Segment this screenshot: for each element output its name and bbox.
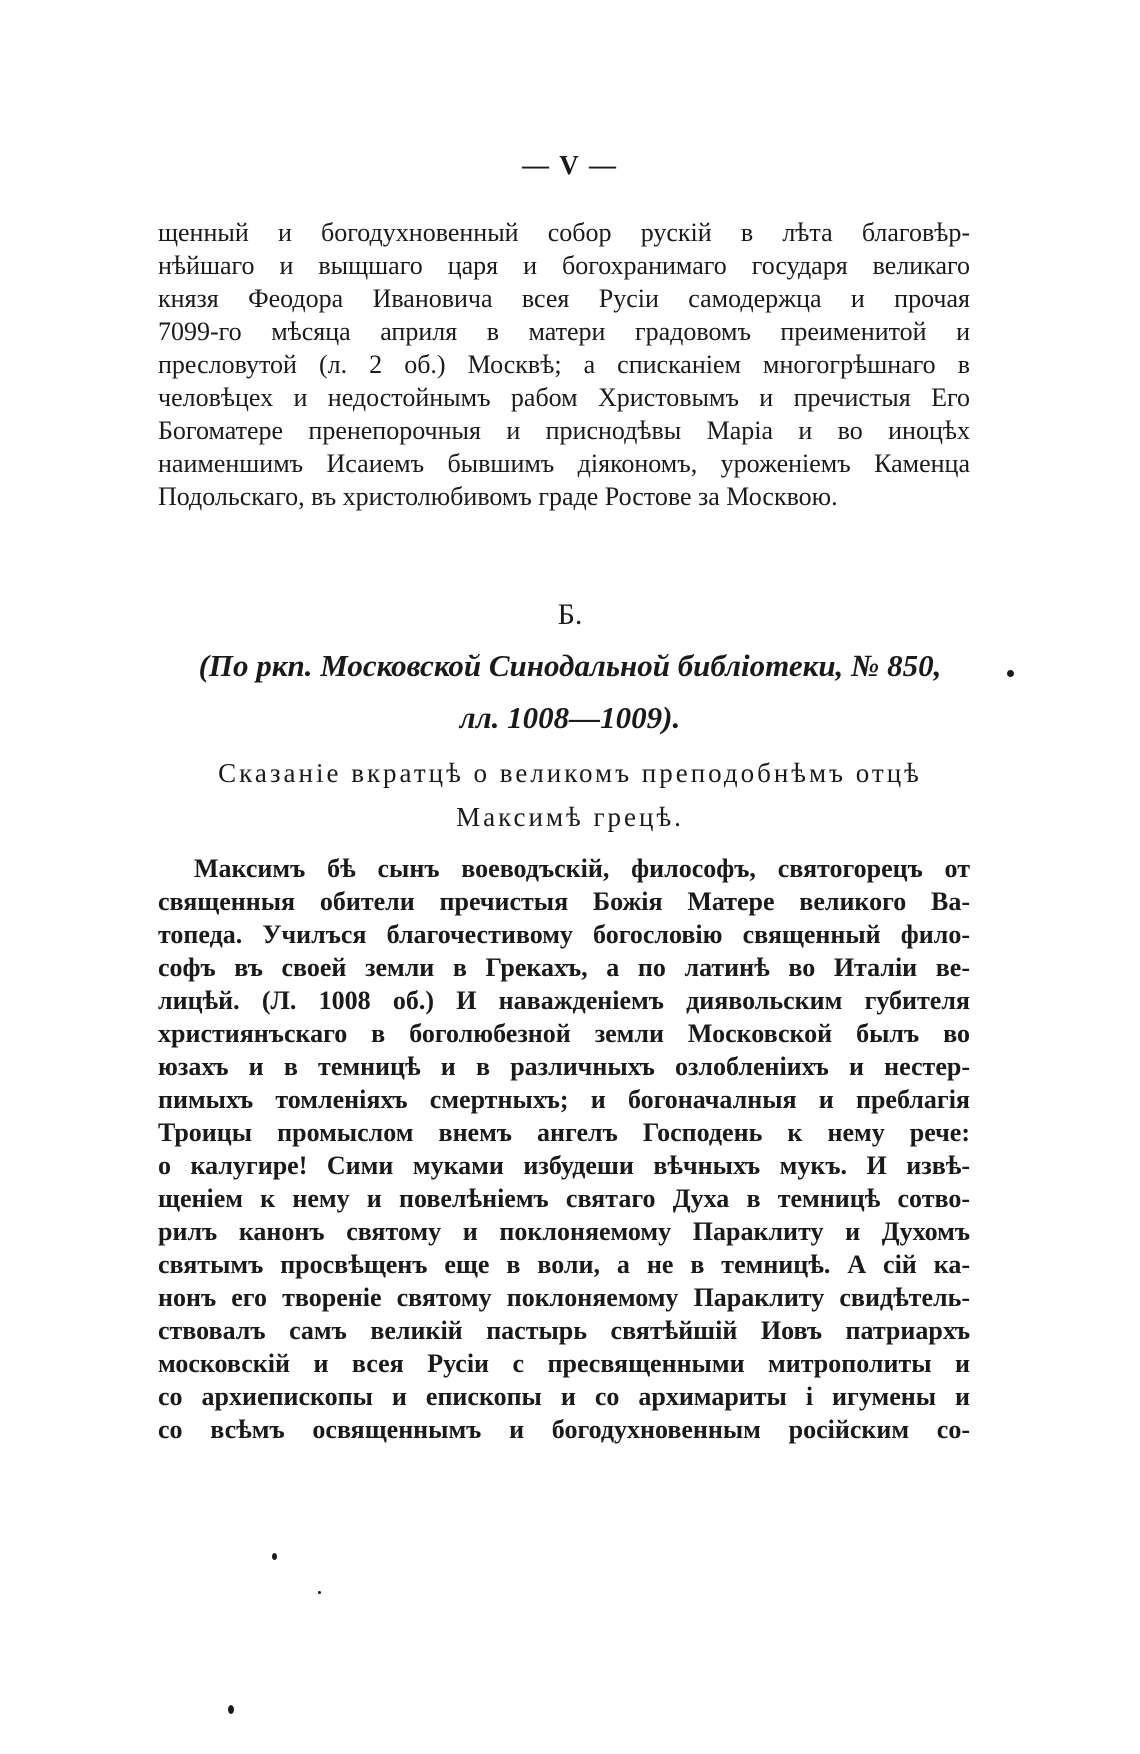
text-line: нонъ его творенiе святому поклоняемому Параклиту свидѣтель- <box>158 1283 970 1312</box>
text-line: пимыхъ томленiяхъ смертныхъ; и богоначалныя и преблагiя <box>158 1085 970 1114</box>
text-line: лицѣй. (Л. 1008 об.) И наважденiемъ диявольским губителя <box>158 986 970 1015</box>
paragraph-body <box>158 852 970 1446</box>
source-reference-folios: лл. 1008—1009). <box>459 700 681 735</box>
text-line: священныя обители пречистыя Божiя Матере великого Ва- <box>158 887 970 916</box>
text-line: Богоматере пренепорочныя и приснодѣвы Марiа и во иноцѣх <box>158 416 970 445</box>
text-line: софъ въ своей земли в Грекахъ, а по латинѣ во Италiи ве- <box>158 953 970 982</box>
text-line: Подольскаго, въ христолюбивомъ граде Ростове за Москвою. <box>158 482 838 511</box>
text-line: пресловутой (л. 2 об.) Москвѣ; а списканіем многогрѣшнаго в <box>158 350 970 379</box>
text-line: нѣйшаго и выщшаго царя и богохранимаго государя великаго <box>158 251 970 280</box>
text-line: топеда. Училъся благочестивому богословiю священный фило- <box>158 920 970 949</box>
ink-speck <box>272 1553 277 1560</box>
page-number: — V — <box>521 150 619 180</box>
text-line: московскiй и всея Русiи с пресвященными митрополиты и <box>158 1349 970 1378</box>
section-heading: Б. <box>557 598 583 631</box>
text-line: 7099-го мѣсяца априля в матери градовомъ преименитой и <box>158 317 970 346</box>
ink-speck <box>318 1591 321 1594</box>
text-line: юзахъ и в темницѣ и в различныхъ озлобленiихъ и нестер- <box>158 1052 970 1081</box>
text-line: Троицы промыслом внемъ ангелъ Господень к нему рече: <box>158 1118 970 1147</box>
text-line: рилъ канонъ святому и поклоняемому Параклиту и Духомъ <box>158 1217 970 1246</box>
text-line: человѣцех и недостойнымъ рабом Христовымъ и пречистыя Его <box>158 383 970 412</box>
text-line: святымъ просвѣщенъ еще в воли, а не в темницѣ. А сiй ка- <box>158 1250 970 1279</box>
paragraph-continuation <box>158 216 970 513</box>
text-line: щенный и богодухновенный собор рускій в лѣта благовѣр- <box>158 218 970 247</box>
text-line: щенiем к нему и повелѣнiемъ святаго Духа в темницѣ сотво- <box>158 1184 970 1213</box>
text-line: Максимъ бѣ сынъ воеводъскiй, философъ, святогорецъ от <box>194 854 970 883</box>
text-line: наименшимъ Исаиемъ бывшимъ дiякономъ, уроженiемъ Каменца <box>158 449 970 478</box>
text-line: князя Феодора Ивановича всея Русіи самодержца и прочая <box>158 284 970 313</box>
ink-speck <box>228 1705 234 1714</box>
text-line: о калугире! Сими муками избудеши вѣчныхъ мукъ. И извѣ- <box>158 1151 970 1180</box>
text-line: християнъскаго в боголюбезной земли Московской былъ во <box>158 1019 970 1048</box>
narrative-title: Сказанiе вкратцѣ о великомъ преподобнѣмъ отцѣ <box>218 758 922 788</box>
text-line: со архиепископы и епископы и со архимариты i игумены и <box>158 1382 970 1411</box>
ink-speck <box>1007 670 1014 677</box>
source-reference: (По ркп. Московской Синодальной библіотеки, № 850, <box>198 648 942 683</box>
text-line: со всѣмъ освященнымъ и богодухновенным росiйским со- <box>158 1415 970 1444</box>
narrative-title-continued: Максимѣ грецѣ. <box>456 802 684 832</box>
text-line: ствовалъ самъ великiй пастырь святѣйшiй Иовъ патриархъ <box>158 1316 970 1345</box>
